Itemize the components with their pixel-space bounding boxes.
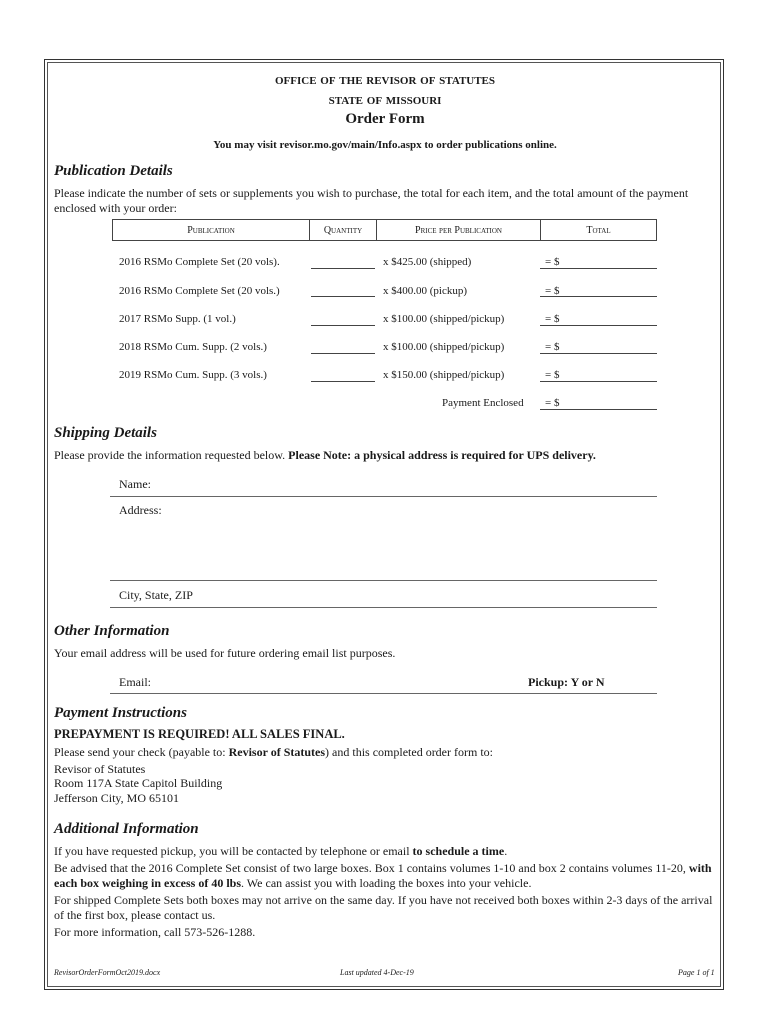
visit-note: You may visit revisor.mo.gov/main/Info.aspx to order publications online. (213, 139, 557, 151)
name-label: Name: (119, 477, 151, 491)
pickup-choice[interactable]: Pickup: Y or N (528, 675, 605, 689)
email-label: Email: (119, 675, 151, 689)
additional-p3: For shipped Complete Sets both boxes may not arrive on the same day. If you have not received both boxes within 2-3 days of the arrival of the first box, please contact us. (54, 893, 713, 922)
address-label: Address: (119, 503, 162, 517)
col-total: Total (540, 219, 657, 241)
shipping-intro (54, 448, 596, 463)
total-field[interactable] (540, 325, 657, 326)
additional-p4: For more information, call 573-526-1288. (54, 925, 256, 939)
payment-enclosed-field[interactable] (540, 409, 657, 410)
p2-bold: with each box weighing in excess of 40 lbs (54, 861, 712, 890)
col-price: Price per Publication (376, 219, 541, 241)
pub-row-name: 2019 RSMo Cum. Supp. (3 vols.) (119, 369, 267, 381)
address-line-1: Revisor of Statutes (54, 762, 146, 776)
payment-heading: Payment Instructions (54, 705, 187, 721)
additional-p2 (54, 861, 718, 891)
pub-row-name: 2016 RSMo Complete Set (20 vols.) (119, 285, 280, 297)
shipping-intro-plain: Please provide the information requested below. (54, 448, 289, 462)
pub-row-total-label: = $ (545, 369, 560, 381)
shipping-heading: Shipping Details (54, 425, 157, 441)
prepayment-notice: PREPAYMENT IS REQUIRED! ALL SALES FINAL. (54, 727, 345, 741)
col-publication: Publication (112, 219, 310, 241)
publication-intro: Please indicate the number of sets or supplements you wish to purchase, the total for each item, and the total amount of the payment enclosed with your order: (54, 186, 689, 215)
total-field[interactable] (540, 268, 657, 269)
quantity-field[interactable] (311, 353, 375, 354)
p1-post: . (504, 844, 508, 858)
send-post: ) and this completed order form to: (325, 745, 493, 759)
pub-row-total-label: = $ (545, 341, 560, 353)
page-title: Order Form (345, 111, 425, 127)
name-field[interactable] (110, 496, 657, 497)
total-field[interactable] (540, 296, 657, 297)
address-line-3: Jefferson City, MO 65101 (54, 791, 179, 805)
pub-row-price: x $100.00 (shipped/pickup) (383, 341, 505, 353)
city-state-zip-label: City, State, ZIP (119, 588, 193, 602)
state-title: state of missouri (328, 92, 442, 108)
pub-row-total-label: = $ (545, 285, 560, 297)
p2-post: . We can assist you with loading the boxes into your vehicle. (241, 876, 532, 890)
col-quantity: Quantity (309, 219, 377, 241)
quantity-field[interactable] (311, 296, 375, 297)
payment-enclosed-eq: = $ (545, 397, 560, 409)
city-state-zip-field[interactable] (110, 607, 657, 608)
office-title: office of the revisor of statutes (274, 72, 496, 88)
email-field[interactable] (110, 693, 657, 694)
quantity-field[interactable] (311, 325, 375, 326)
address-line-2: Room 117A State Capitol Building (54, 776, 223, 790)
payment-enclosed-label: Payment Enclosed (442, 397, 524, 409)
p1-pre: If you have requested pickup, you will be contacted by telephone or email (54, 844, 413, 858)
shipping-intro-note: Please Note: a physical address is required for UPS delivery. (288, 448, 596, 462)
pub-row-price: x $150.00 (shipped/pickup) (383, 369, 505, 381)
other-intro: Your email address will be used for future ordering email list purposes. (54, 646, 396, 660)
payee-name: Revisor of Statutes (228, 745, 326, 759)
address-field[interactable] (110, 580, 657, 581)
additional-heading: Additional Information (54, 821, 199, 837)
p2-pre: Be advised that the 2016 Complete Set consist of two large boxes. Box 1 contains volumes 1-10 and box 2 contains volumes 11-20, (54, 861, 689, 875)
total-field[interactable] (540, 381, 657, 382)
pub-row-total-label: = $ (545, 313, 560, 325)
pub-row-price: x $425.00 (shipped) (383, 256, 472, 268)
footer-page-number: Page 1 of 1 (678, 968, 715, 977)
footer-updated: Last updated 4-Dec-19 (340, 968, 414, 977)
footer-filename: RevisorOrderFormOct2019.docx (54, 968, 161, 977)
other-heading: Other Information (54, 623, 170, 639)
pub-row-total-label: = $ (545, 256, 560, 268)
pub-row-price: x $100.00 (shipped/pickup) (383, 313, 505, 325)
pub-row-name: 2018 RSMo Cum. Supp. (2 vols.) (119, 341, 267, 353)
pub-row-name: 2016 RSMo Complete Set (20 vols). (119, 256, 280, 268)
pub-row-name: 2017 RSMo Supp. (1 vol.) (119, 313, 236, 325)
send-check-instructions (54, 745, 493, 760)
p1-bold: to schedule a time (412, 844, 505, 858)
additional-p1 (54, 844, 507, 859)
quantity-field[interactable] (311, 381, 375, 382)
total-field[interactable] (540, 353, 657, 354)
quantity-field[interactable] (311, 268, 375, 269)
pub-row-price: x $400.00 (pickup) (383, 285, 468, 297)
publication-heading: Publication Details (54, 163, 173, 179)
send-pre: Please send your check (payable to: (54, 745, 229, 759)
